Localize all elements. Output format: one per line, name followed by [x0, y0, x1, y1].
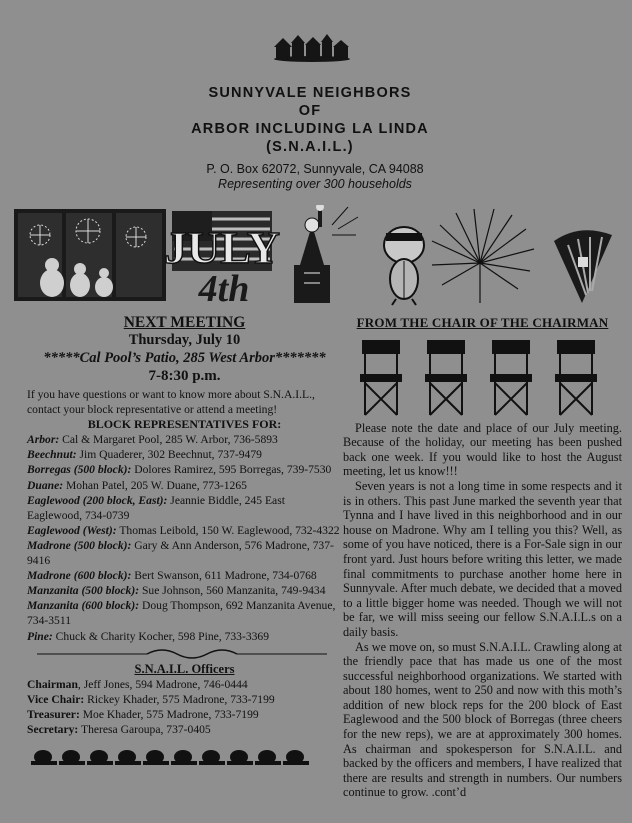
town-logo-icon [272, 32, 352, 62]
rep-label: Eaglewood (200 block, East): [27, 493, 168, 507]
rep-value: Thomas Leibold, 150 W. Eaglewood, 732-4322 [116, 523, 340, 537]
rep-value: Bert Swanson, 611 Madrone, 734-0768 [131, 569, 317, 583]
rep-value: Jim Quaderer, 302 Beechnut, 737-9479 [76, 448, 262, 462]
firework-burst-icon [432, 209, 534, 303]
meeting-location: *****Cal Pool’s Patio, 285 West Arbor******* [43, 350, 326, 366]
list-item [27, 493, 342, 523]
list-item [27, 523, 342, 538]
rep-label: Duane: [27, 478, 64, 492]
list-item [27, 722, 342, 737]
list-item [27, 432, 342, 447]
list-item [27, 629, 342, 644]
rep-label: Eaglewood (West): [27, 523, 117, 537]
fourth-text: 4th [198, 268, 250, 307]
org-acronym: (S.N.A.I.L.) [266, 139, 354, 155]
meeting-date: Thursday, July 10 [128, 332, 241, 348]
rep-label: Pine: [27, 629, 53, 643]
block-reps-list [27, 432, 342, 643]
org-name-line1: SUNNYVALE NEIGHBORS [208, 85, 412, 101]
list-item [27, 478, 342, 493]
org-name-line3: ARBOR INCLUDING LA LINDA [191, 121, 429, 137]
meeting-time: 7-8:30 p.m. [148, 368, 221, 384]
rep-value: Cal & Margaret Pool, 285 W. Arbor, 736-5893 [59, 433, 278, 447]
tagline: Representing over 300 households [218, 177, 412, 191]
rep-label: Madrone (500 block): [27, 538, 132, 552]
officer-value: Theresa Garoupa, 737-0405 [78, 722, 211, 736]
meeting-column [27, 314, 342, 767]
rep-value: Doug Thompson, 692 Manzanita Avenue, 734-3511 [27, 599, 336, 628]
rep-label: Madrone (600 block): [27, 569, 132, 583]
window-panels-illustration [14, 209, 166, 301]
rep-value: Chuck & Charity Kocher, 598 Pine, 733-3369 [52, 629, 270, 643]
officers-title: S.N.A.I.L. Officers [134, 661, 235, 676]
rep-label: Beechnut: [27, 448, 77, 462]
list-item [27, 598, 342, 628]
rep-value: Jeannie Biddle, 245 East Eaglewood, 734-0739 [27, 493, 285, 522]
rep-value: Gary & Ann Anderson, 576 Madrone, 737-9416 [27, 538, 334, 568]
list-item [27, 447, 342, 462]
rep-value: Dolores Ramirez, 595 Borregas, 739-7530 [131, 463, 332, 477]
chair-title: FROM THE CHAIR OF THE CHAIRMAN [356, 315, 609, 330]
list-item [27, 538, 342, 568]
list-item [27, 568, 342, 583]
org-name-line2: OF [298, 103, 322, 119]
list-item [27, 462, 342, 477]
july-fourth-illustration [164, 211, 280, 307]
list-item [27, 707, 342, 722]
rep-value: Mohan Patel, 205 W. Duane, 773-1265 [63, 478, 247, 492]
statue-of-liberty-icon [294, 205, 358, 303]
rep-label: Manzanita (500 block): [27, 584, 140, 598]
rep-value: Sue Johnson, 560 Manzanita, 749-9434 [139, 584, 326, 598]
rep-label: Borregas (500 block): [27, 463, 132, 477]
next-meeting-title: NEXT MEETING [123, 314, 246, 331]
officer-value: Rickey Khader, 575 Madrone, 733-7199 [84, 692, 275, 706]
fourth-of-july-banner [12, 205, 620, 307]
officer-role: Vice Chair: [27, 692, 85, 706]
meeting-intro: If you have questions or want to know more about S.N.A.I.L., contact your block representative or attend a meeting! [27, 388, 315, 417]
july-text: JULY [164, 222, 280, 273]
officer-value: , Jeff Jones, 594 Madrone, 746-0444 [77, 677, 248, 691]
officer-role: Secretary: [27, 722, 79, 736]
snail-row-icon [27, 743, 342, 767]
list-item [27, 692, 342, 707]
directors-chairs-icon [343, 339, 622, 419]
reps-heading: BLOCK REPRESENTATIVES FOR: [87, 417, 282, 432]
list-item [27, 583, 342, 598]
officer-role: Treasurer: [27, 707, 80, 721]
chairman-column [343, 316, 622, 800]
mailing-address: P. O. Box 62072, Sunnyvale, CA 94088 [206, 162, 424, 176]
chair-paragraph: As we move on, so must S.N.A.I.L. Crawling along at the friendly pace that has made us one of the most successful neighborhood organizations. We started with about 180 homes, went to 250 and now with this moth’s addition of new block reps for the 200 block of East Eaglewood and the 500 block of Borregas (three cheers for the new reps), we are at approximately 300 homes. As chairman and spokesperson for S.N.A.I.L. and backed by the officers and members, I have realized that there are results and strength in numbers. Our numbers continue to grow. .cont’d [343, 639, 622, 800]
officer-value: Moe Khader, 575 Madrone, 733-7199 [79, 707, 259, 721]
officers-list [27, 677, 342, 737]
ornament-divider [27, 646, 342, 662]
chair-paragraph: Please note the date and place of our July meeting. Because of the holiday, our meeting has been pushed back one week. If you would like to host the August meeting, let us know!!! [343, 420, 622, 479]
chair-paragraph: Seven years is not a long time in some respects and it is in others. This past June marked the seventh year that Tynna and I have lived in this neighborhood and in our house on Madrone. Why am I telling you this? Well, as some of you have noticed, there is a For-Sale sign in our front yard. Just hours before writing this letter, we made final commitments to purchase another home here in Sunnyvale. After much debate, we decided that a moved to a little bigger home was needed. Though we will not be far, we will miss seeing our fellow S.N.A.I.L.s on a daily basis. [343, 478, 622, 639]
cartoon-character-icon [384, 227, 424, 305]
officer-role: Chairman [27, 677, 78, 691]
rep-label: Arbor: [27, 433, 60, 447]
rep-label: Manzanita (600 block): [27, 599, 140, 613]
flag-fan-icon [554, 230, 612, 303]
list-item [27, 677, 342, 692]
